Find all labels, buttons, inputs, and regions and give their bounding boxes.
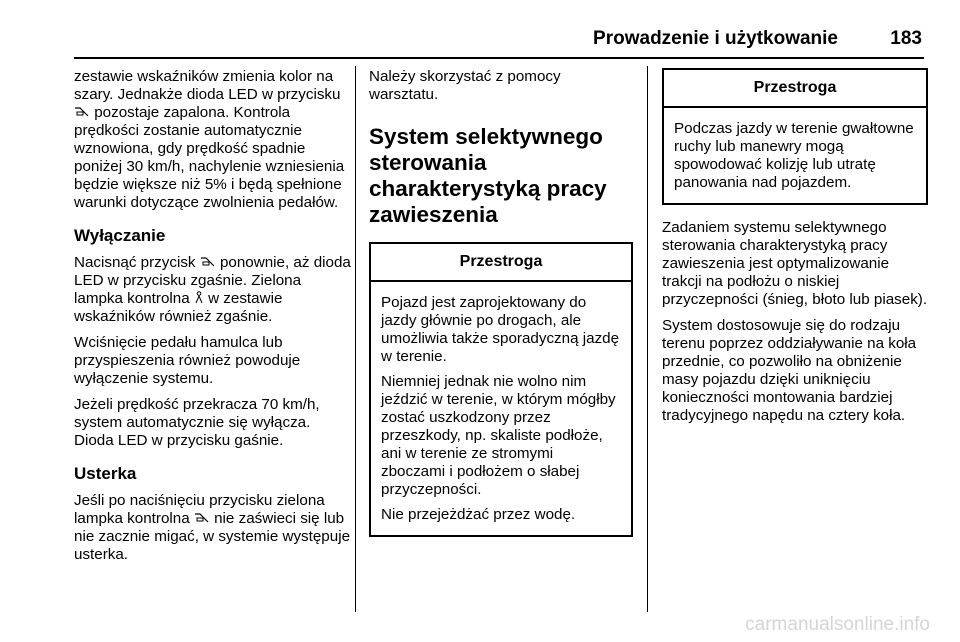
warning-title: Przestroga <box>664 70 926 108</box>
paragraph-adaptation: System dostosowuje się do rodzaju terenu poprzez oddziaływanie na koła przednie, co pozwoliło na obniżenie masy pojazdu dzięki uniknięciu konieczności montowania bardziej tradycyjnego napędu na cztery koła. <box>662 317 917 424</box>
warning-title: Przestroga <box>371 244 631 282</box>
warning-paragraph: Nie przejeżdżać przez wodę. <box>381 506 576 523</box>
warning-box <box>369 242 633 537</box>
page-number: 183 <box>890 28 922 49</box>
warning-paragraph: Pojazd jest zaprojektowany do jazdy głównie po drogach, ale umożliwia także sporadyczną jazdę w terenie. <box>381 294 620 365</box>
paragraph-off-3: Jeżeli prędkość przekracza 70 km/h, system automatycznie się wyłącza. Dioda LED w przycisku gaśnie. <box>74 396 320 449</box>
page-header <box>0 28 960 58</box>
column-2 <box>369 68 633 537</box>
paragraph-off-2: Wciśnięcie pedału hamulca lub przyspieszenia również powoduje wyłączenie systemu. <box>74 334 301 387</box>
heading-fault: Usterka <box>74 464 137 483</box>
header-title: Prowadzenie i użytkowanie <box>593 28 838 49</box>
paragraph-workshop: Należy skorzystać z pomocy warsztatu. <box>369 68 561 103</box>
column-3 <box>662 68 928 433</box>
warning-box <box>662 68 928 205</box>
paragraph-off-1: Nacisnąć przycisk ponownie, aż dioda LED w przycisku zgaśnie. Zielona lampka kontrolna w zestawie wskaźników również zgaśnie. <box>74 254 351 325</box>
hill-descent-control-icon <box>194 511 210 524</box>
watermark: carmanualsonline.info <box>745 614 930 635</box>
column-divider-2 <box>647 66 648 612</box>
warning-body <box>371 282 631 535</box>
hill-descent-control-icon <box>74 105 90 118</box>
paragraph-fault: Jeśli po naciśnięciu przycisku zielona lampka kontrolna nie zaświeci się lub nie zacznie migać, w systemie występuje usterka. <box>74 492 351 563</box>
column-1 <box>74 68 352 572</box>
heading-off: Wyłączanie <box>74 226 166 245</box>
warning-paragraph: Niemniej jednak nie wolno nim jeździć w terenie, w którym mógłby zostać uszkodzony przez przeszkody, np. skaliste podłoże, ani w terenie ze stromymi zboczami i podłożem o słabej przyczepności. <box>381 373 616 498</box>
hill-descent-indicator-icon <box>194 291 204 304</box>
warning-body <box>664 108 926 203</box>
header-rule <box>74 57 924 59</box>
section-heading: System selektywnego sterowania charakterystyką pracy zawieszenia <box>369 124 607 227</box>
warning-paragraph: Podczas jazdy w terenie gwałtowne ruchy lub manewry mogą spowodować kolizję lub utratę panowania nad pojazdem. <box>674 120 914 191</box>
column-divider-1 <box>355 66 356 612</box>
paragraph-purpose: Zadaniem systemu selektywnego sterowania charakterystyką pracy zawieszenia jest optymalizowanie trakcji na podłożu o niskiej przyczepności (śnieg, błoto lub piasek). <box>662 219 928 308</box>
paragraph-intro: zestawie wskaźników zmienia kolor na szary. Jednakże dioda LED w przycisku pozostaje zapalona. Kontrola prędkości zostanie automatycznie wznowiona, gdy prędkość spadnie poniżej 30 km/h, nachylenie wzniesienia będzie większe niż 5% i będą spełnione warunki dotyczące zwolnienia pedałów. <box>74 68 345 211</box>
hill-descent-control-icon <box>200 255 216 268</box>
